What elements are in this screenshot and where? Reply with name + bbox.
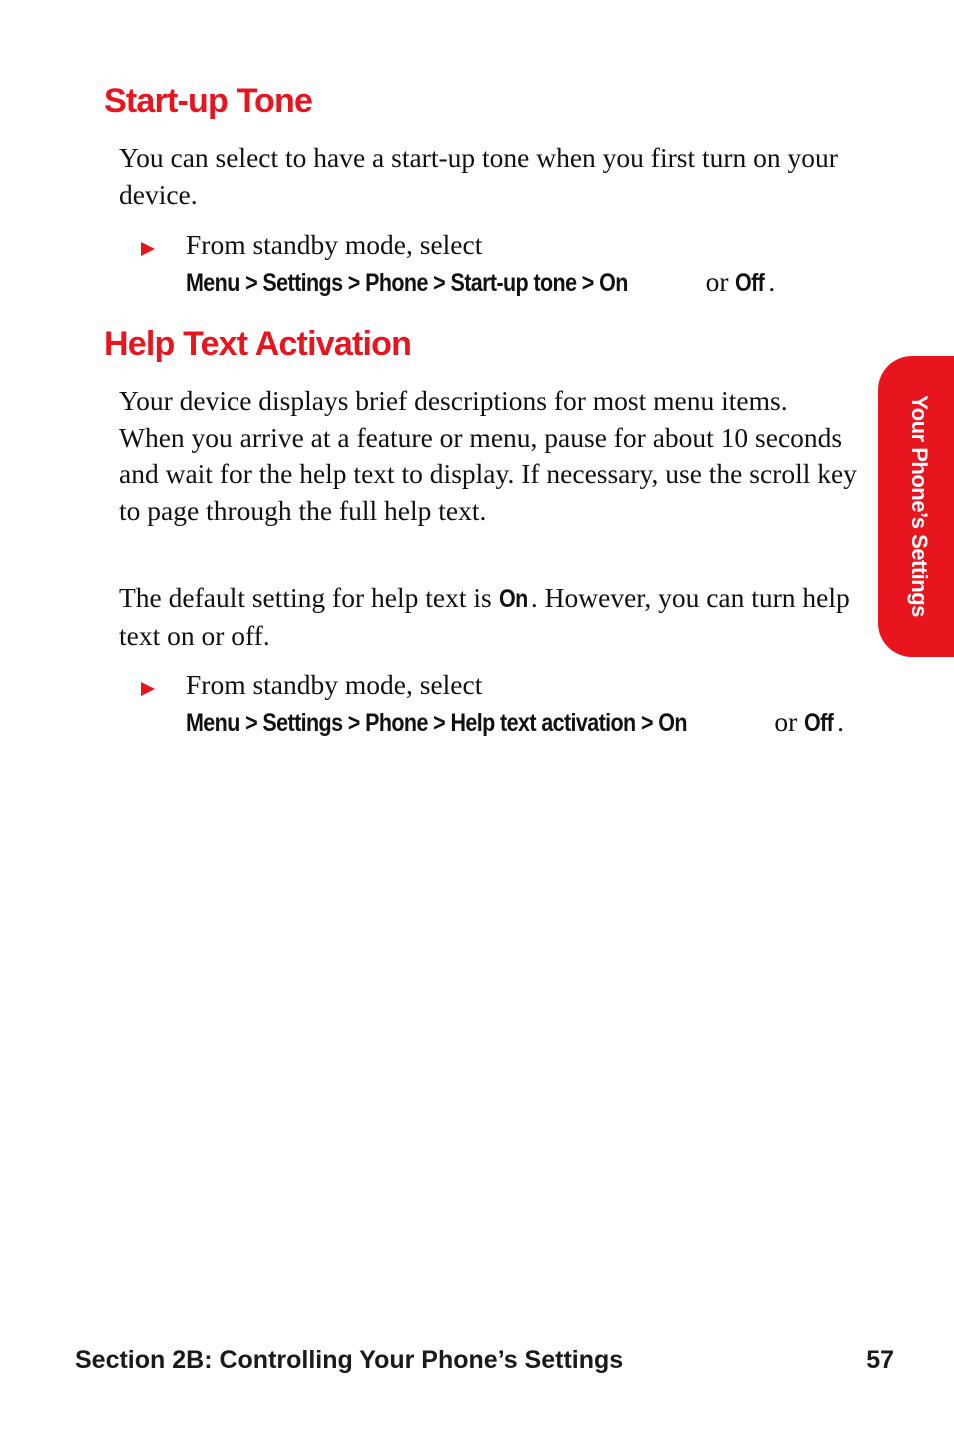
default-value: On <box>498 585 528 613</box>
instruction-end: . <box>768 266 776 297</box>
instruction-prefix: From standby mode, select <box>186 669 483 700</box>
help-text-default-setting <box>119 580 859 654</box>
footer-section-title: Section 2B: Controlling Your Phone’s Settings <box>75 1346 624 1374</box>
instruction-or: or <box>698 266 736 297</box>
startup-tone-instruction <box>186 226 866 302</box>
instruction-or: or <box>767 706 805 737</box>
section-heading-startup-tone: Start-up Tone <box>104 82 313 120</box>
help-text-description: Your device displays brief descriptions for most menu items. When you arrive at a feature or menu, pause for about 10 seconds and wait for the help text to display. If necessary, use the scroll key to page through the full help text. <box>119 385 857 526</box>
menu-option-off: Off <box>735 269 765 297</box>
menu-path: Menu > Settings > Phone > Help text activation > On <box>186 709 687 737</box>
default-after: . However, you can turn help text on or off. <box>119 582 850 651</box>
section-heading-help-text-activation: Help Text Activation <box>104 325 412 363</box>
bullet-arrow-icon <box>141 682 155 696</box>
default-before: The default setting for help text is <box>119 582 499 613</box>
instruction-prefix: From standby mode, select <box>186 229 483 260</box>
startup-tone-description: You can select to have a start-up tone when you first turn on your device. <box>119 142 838 210</box>
menu-option-off: Off <box>804 709 834 737</box>
menu-path: Menu > Settings > Phone > Start-up tone > On <box>186 269 628 297</box>
bullet-arrow-icon <box>141 242 155 256</box>
instruction-end: . <box>837 706 845 737</box>
chapter-side-tab-label: Your Phone’s Settings <box>907 395 932 617</box>
footer-page-number: 57 <box>866 1346 894 1374</box>
help-text-instruction <box>186 666 866 742</box>
